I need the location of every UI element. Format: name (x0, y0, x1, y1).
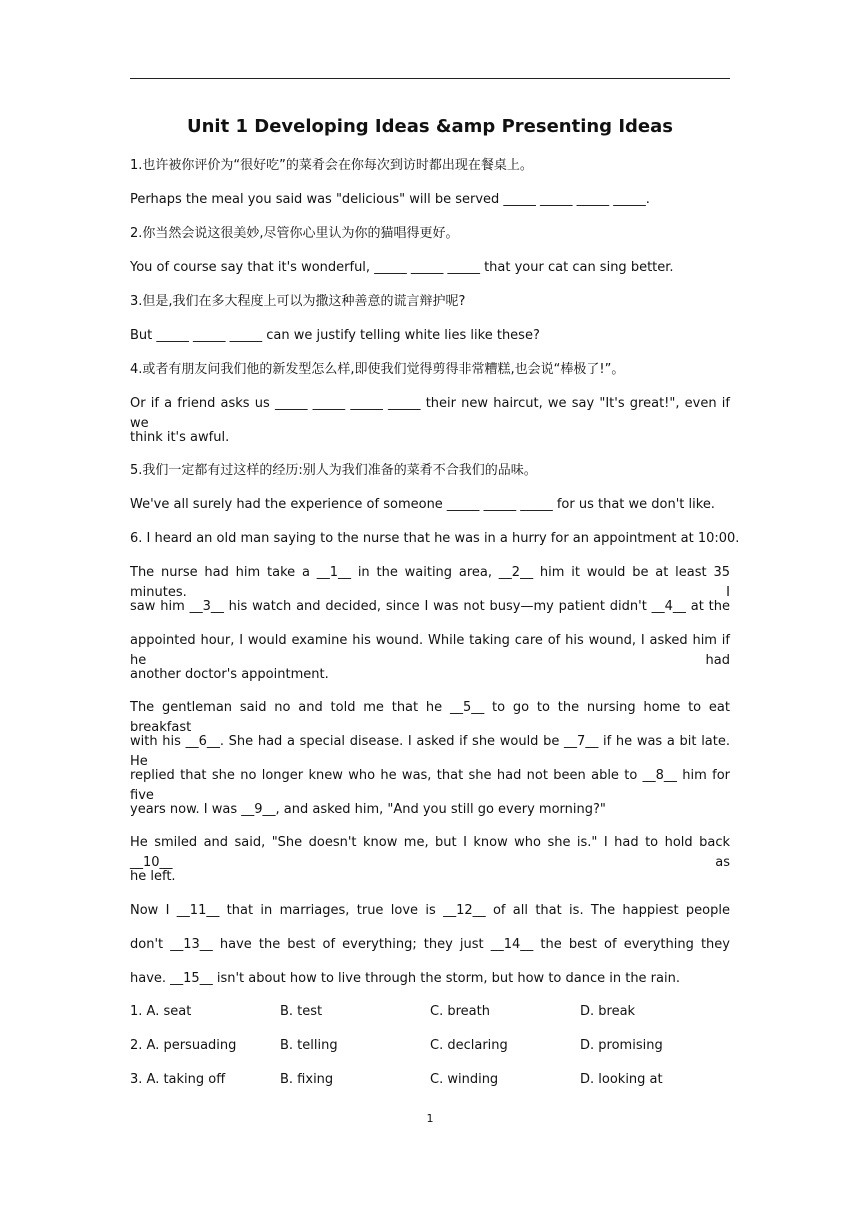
option-item: C. declaring (430, 1038, 508, 1053)
text-line: he left. (130, 869, 176, 884)
option-item: B. fixing (280, 1072, 334, 1087)
text-line: But _____ _____ _____ can we justify telling white lies like these? (130, 328, 540, 343)
text-line: with his __6__. She had a special disease. I asked if she would be __7__ if he was a bit late. He (130, 734, 730, 769)
text-line: 1.也许被你评价为“很好吃”的菜肴会在你每次到访时都出现在餐桌上。 (130, 158, 533, 173)
text-line: You of course say that it's wonderful, _____ _____ _____ that your cat can sing better. (130, 260, 674, 275)
option-item: D. promising (580, 1038, 663, 1053)
page-number: 1 (426, 1112, 434, 1125)
text-line: He smiled and said, "She doesn't know me, but I know who she is." I had to hold back __10__ as (130, 835, 730, 870)
option-item: B. telling (280, 1038, 338, 1053)
text-line: Perhaps the meal you said was "delicious" will be served _____ _____ _____ _____. (130, 192, 650, 207)
header-rule (130, 78, 730, 79)
text-line: don't __13__ have the best of everything; they just __14__ the best of everything they (130, 937, 730, 952)
text-line: have. __15__ isn't about how to live through the storm, but how to dance in the rain. (130, 971, 680, 986)
option-item: 2. A. persuading (130, 1038, 237, 1053)
text-line: another doctor's appointment. (130, 667, 329, 682)
text-line: saw him __3__ his watch and decided, since I was not busy—my patient didn't __4__ at the (130, 599, 730, 614)
text-line: 6. I heard an old man saying to the nurse that he was in a hurry for an appointment at 10:00. (130, 531, 740, 546)
text-line: replied that she no longer knew who he was, that she had not been able to __8__ him for five (130, 768, 730, 803)
option-item: C. winding (430, 1072, 499, 1087)
option-item: 3. A. taking off (130, 1072, 226, 1087)
option-item: D. break (580, 1004, 636, 1019)
text-line: appointed hour, I would examine his wound. While taking care of his wound, I asked him if he had (130, 633, 730, 668)
text-line: years now. I was __9__, and asked him, "And you still go every morning?" (130, 802, 606, 817)
option-item: 1. A. seat (130, 1004, 192, 1019)
document-title: Unit 1 Developing Ideas &amp Presenting Ideas (187, 116, 673, 137)
option-item: D. looking at (580, 1072, 663, 1087)
text-line: 2.你当然会说这很美妙,尽管你心里认为你的猫唱得更好。 (130, 226, 459, 241)
option-item: B. test (280, 1004, 323, 1019)
text-line: 5.我们一定都有过这样的经历:别人为我们准备的菜肴不合我们的品味。 (130, 463, 537, 478)
text-line: We've all surely had the experience of someone _____ _____ _____ for us that we don't like. (130, 497, 715, 512)
text-line: Now I __11__ that in marriages, true love is __12__ of all that is. The happiest people (130, 903, 730, 918)
text-line: 3.但是,我们在多大程度上可以为撒这种善意的谎言辩护呢? (130, 294, 466, 309)
text-line: think it's awful. (130, 430, 230, 445)
text-line: Or if a friend asks us _____ _____ _____ _____ their new haircut, we say "It's great!", even if we (130, 396, 730, 431)
option-item: C. breath (430, 1004, 490, 1019)
text-line: 4.或者有朋友问我们他的新发型怎么样,即使我们觉得剪得非常糟糕,也会说“棒极了!”。 (130, 362, 625, 377)
text-line: The gentleman said no and told me that he __5__ to go to the nursing home to eat breakfast (130, 700, 730, 735)
text-line: The nurse had him take a __1__ in the waiting area, __2__ him it would be at least 35 minutes. I (130, 565, 730, 600)
